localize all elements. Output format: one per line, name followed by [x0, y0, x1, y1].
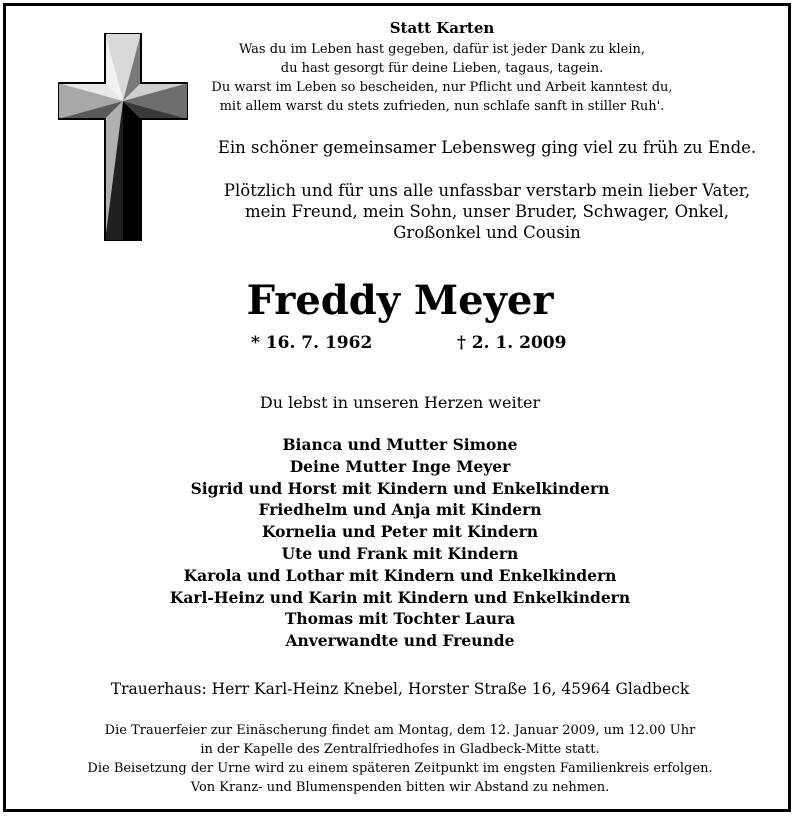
- intro-line: mein Freund, mein Sohn, unser Bruder, Schwager, Onkel,: [244, 202, 730, 221]
- poem-line: Was du im Leben hast gegeben, dafür ist jeder Dank zu klein,: [238, 42, 646, 57]
- mourners-list: [0, 434, 800, 652]
- mourner-item: Karola und Lothar mit Kindern und Enkelkindern: [183, 565, 617, 585]
- deceased-name: Freddy Meyer: [246, 277, 554, 324]
- mourner-item: Karl-Heinz und Karin mit Kindern und Enkelkindern: [169, 587, 631, 607]
- mourner-item: Bianca und Mutter Simone: [282, 435, 518, 454]
- mourner-item: Friedhelm und Anja mit Kindern: [258, 500, 542, 520]
- poem-line: Du warst im Leben so bescheiden, nur Pflicht und Arbeit kanntest du,: [211, 80, 673, 95]
- mourner-item: Deine Mutter Inge Meyer: [289, 456, 511, 476]
- mourner-item: Sigrid und Horst mit Kindern und Enkelkindern: [190, 478, 610, 498]
- intro-section: [207, 180, 767, 243]
- footer-line: Von Kranz- und Blumenspenden bitten wir Abstand zu nehmen.: [190, 780, 610, 795]
- trauerhaus-address: Trauerhaus: Herr Karl-Heinz Knebel, Horster Straße 16, 45964 Gladbeck: [110, 680, 690, 698]
- mourner-item: Anverwandte und Freunde: [285, 631, 515, 651]
- footer-line: Die Trauerfeier zur Einäscherung findet am Montag, dem 12. Januar 2009, um 12.00 Uhr: [104, 723, 696, 738]
- footer-line: Die Beisetzung der Urne wird zu einem späteren Zeitpunkt im engsten Familienkreis erfolgen.: [87, 761, 713, 776]
- death-date: † 2. 1. 2009: [457, 333, 567, 353]
- cross-icon: [58, 33, 188, 241]
- footer-section: [0, 721, 800, 797]
- poem-line: du hast gesorgt für deine Lieben, tagaus, tagein.: [280, 61, 604, 76]
- footer-line: in der Kapelle des Zentralfriedhofes in Gladbeck-Mitte statt.: [200, 742, 600, 757]
- intro-line: Großonkel und Cousin: [393, 223, 581, 242]
- header-title: Statt Karten: [389, 19, 495, 37]
- motto-text: Du lebst in unseren Herzen weiter: [259, 393, 541, 412]
- mourner-item: Thomas mit Tochter Laura: [284, 609, 516, 629]
- header-section: [207, 18, 677, 116]
- intro-line: Plötzlich und für uns alle unfassbar verstarb mein lieber Vater,: [223, 181, 751, 200]
- poem-line: mit allem warst du stets zufrieden, nun schlafe sanft in stiller Ruh'.: [219, 99, 665, 114]
- life-dates: [0, 333, 800, 359]
- mourner-item: Ute und Frank mit Kindern: [281, 543, 519, 563]
- mourner-item: Kornelia und Peter mit Kindern: [261, 522, 539, 542]
- birth-date: * 16. 7. 1962: [251, 333, 373, 353]
- lebensweg-text: Ein schöner gemeinsamer Lebensweg ging viel zu früh zu Ende.: [217, 138, 757, 157]
